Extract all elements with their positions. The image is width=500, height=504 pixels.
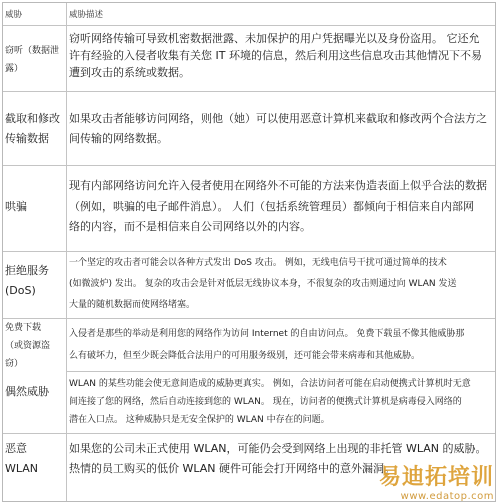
watermark-brand: 易迪拓培训 (378, 465, 494, 490)
threat-description: 间传输的网络数据。 (69, 132, 168, 145)
threat-description: 间连接了您的网络，然后自动连接到您的 WLAN。 现在，访问者的便携式计算机是病毒侵入网络的 (69, 397, 462, 407)
watermark-url: www.edatop.com (400, 491, 494, 502)
table-row (3, 165, 495, 251)
threat-description: 许有经验的入侵者收集有关您 IT 环境的信息，然后利用这些信息攻击其他情况下不易 (69, 49, 482, 62)
threat-description: 窃听网络传输可导致机密数据泄露、未加保护的用户凭据曝光以及身份盗用。 它还允 (69, 32, 480, 45)
threat-description: （例如，哄骗的电子邮件消息）。 人们（包括系统管理员）都倾向于相信来自内部网 (69, 200, 474, 213)
threat-table (2, 2, 496, 502)
table-row (3, 318, 495, 433)
threat-name: 哄骗 (5, 200, 27, 213)
threat-name: (DoS) (5, 284, 36, 297)
threat-name: 窃听（数据泄 (5, 46, 60, 56)
threat-name: （或资源盗 (5, 341, 51, 351)
threat-name: 露） (5, 64, 24, 74)
table-header-row (3, 3, 495, 25)
threat-description: 络的内容，而不是相信来自公司网络以外的内容。 (69, 220, 311, 233)
threat-description: 潜在入口点。 这种威胁只是无安全保护的 WLAN 中存在的问题。 (69, 415, 330, 425)
threat-description: 如果您的公司未正式使用 WLAN，可能仍会受到网络上出现的非托管 WLAN 的威胁。 (69, 442, 487, 455)
threat-description: 一个坚定的攻击者可能会以各种方式发出 DoS 攻击。 例如，无线电信号干扰可通过简单的技术 (69, 258, 447, 268)
threat-name: 窃） (5, 359, 24, 369)
threat-name: 传输数据 (5, 132, 49, 145)
threat-description: 遭到攻击的系统或数据。 (69, 66, 190, 79)
threat-name: 拒绝服务 (5, 264, 49, 277)
threat-name: 截取和修改 (5, 112, 60, 125)
header-description: 威胁描述 (69, 10, 104, 20)
table-row (3, 25, 495, 91)
threat-description: 热情的员工购买的低价 WLAN 硬件可能会打开网络中的意外漏洞。 (69, 462, 396, 475)
threat-name: 恶意 (5, 442, 27, 455)
threat-name: 偶然威胁 (5, 385, 49, 398)
threat-name: 免费下载 (5, 323, 42, 333)
threat-description: (如微波炉) 发出。 复杂的攻击会是针对低层无线协议本身，不很复杂的攻击则通过向 WLAN 发送 (69, 279, 457, 289)
table-row (3, 91, 495, 165)
threat-description: 大量的随机数据而使网络堵塞。 (69, 300, 196, 310)
threat-description: 如果攻击者能够访问网络，则他（她）可以使用恶意计算机来截取和修改两个合法方之 (69, 112, 487, 125)
table-row (3, 251, 495, 318)
threat-description: 入侵者是那些的举动是利用您的网络作为访问 Internet 的自由访问点。 免费下载虽不像其他威胁那 (69, 329, 465, 339)
header-threat: 威胁 (5, 10, 23, 20)
watermark-logo (379, 460, 494, 502)
threat-description: WLAN 的某些功能会使无意间造成的威胁更真实。 例如，合法访问者可能在启动便携式计算机时无意 (69, 379, 471, 389)
threat-name: WLAN (5, 462, 39, 475)
threat-description: 现有内部网络访问允许入侵者使用在网络外不可能的方法来伪造表面上似乎合法的数据 (69, 179, 487, 192)
threat-description: 么有破坏力，但至少既会降低合法用户的可用服务级别，还可能会带来病毒和其他威胁。 (69, 351, 421, 361)
